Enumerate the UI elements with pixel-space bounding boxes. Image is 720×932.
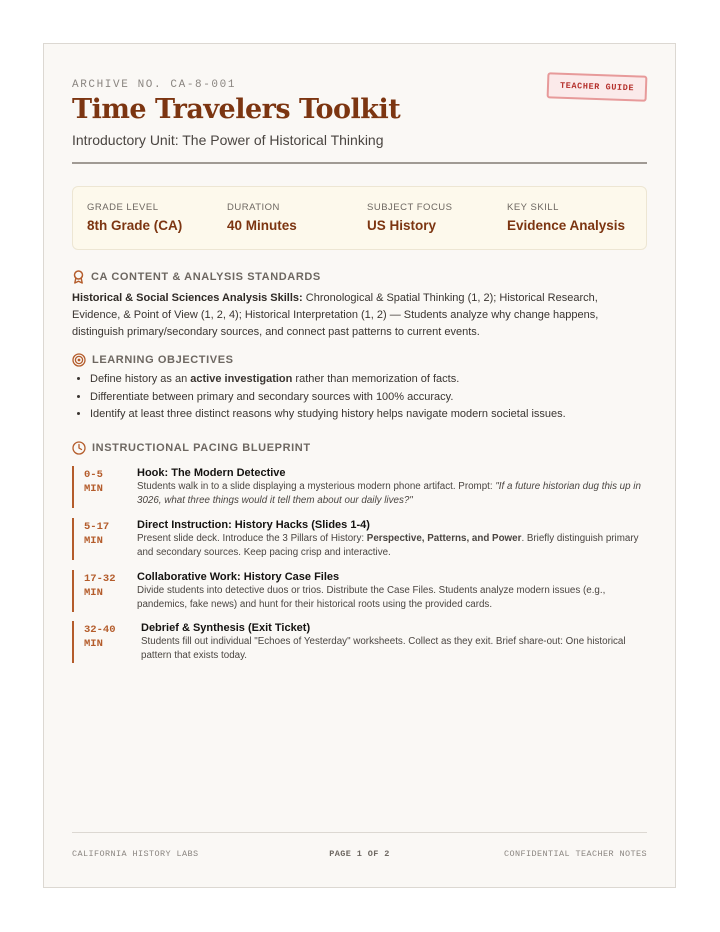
pacing-content [137,466,647,507]
desc-text: . Briefly distinguish primary and secondary sources. Keep pacing crisp and interactive. [137,533,639,558]
objective-text: Identify at least three distinct reasons why studying history helps navigate modern societal issues. [90,408,566,420]
target-icon [72,353,86,367]
desc-emphasis: Perspective, Patterns, and Power [366,533,522,544]
list-item [90,406,647,424]
standards-heading [72,270,321,284]
pacing-block [72,570,647,612]
time-range: 32-40 [84,624,116,636]
desc-text: Students walk in to a slide displaying a mysterious modern phone artifact. Prompt: [137,481,496,492]
meta-value: 8th Grade (CA) [87,218,183,233]
time-range: 17-32 [84,573,116,585]
meta-label: SUBJECT FOCUS [367,202,453,213]
pacing-description [137,480,647,507]
standards-lead: Historical & Social Sciences Analysis Skills: [72,292,303,304]
ribbon-award-icon [72,270,85,284]
page-subtitle: Introductory Unit: The Power of Historical Thinking [72,132,384,148]
pacing-time [84,520,109,548]
pacing-time [84,623,116,651]
pacing-content [137,518,647,559]
meta-label: KEY SKILL [507,202,559,213]
meta-label: GRADE LEVEL [87,202,159,213]
pacing-title: Direct Instruction: History Hacks (Slides 1-4) [137,519,370,531]
pacing-time [84,572,116,600]
list-item [90,389,647,407]
pacing-content [137,570,647,611]
pacing-title: Hook: The Modern Detective [137,467,286,479]
clock-icon [72,441,86,455]
pacing-content [141,621,647,662]
footer-divider [72,832,647,833]
meta-grade-level [87,202,182,233]
document-page [43,43,676,888]
objective-text: rather than memorization of facts. [292,373,460,385]
desc-prompt: "If a future historian dug this up in 3026, what three things would it tell them about our daily lives?" [137,481,641,506]
objective-text: Define history as an [90,373,191,385]
time-unit: MIN [84,483,103,495]
pacing-heading-label: INSTRUCTIONAL PACING BLUEPRINT [92,442,311,454]
header-divider [72,162,647,164]
meta-value: US History [367,218,437,233]
objective-emphasis: active investigation [190,373,293,385]
pacing-block [72,466,647,508]
time-range: 5-17 [84,521,110,533]
list-item [90,371,647,389]
pacing-description: Students fill out individual "Echoes of Yesterday" worksheets. Collect as they exit. Brief share-out: One historical pattern that exists today. [141,636,626,661]
page-title: Time Travelers Toolkit [72,94,401,125]
timeline-bar [72,570,74,612]
pacing-description: Divide students into detective duos or trios. Distribute the Case Files. Students analyze modern issues (e.g., pandemics, fake news) and hunt for their historical roots using the provided cards. [137,585,606,610]
time-range: 0-5 [84,469,103,481]
time-unit: MIN [84,535,103,547]
standards-body: Chronological & Spatial Thinking (1, 2); Historical Research, Evidence, & Point of View (1, 2, 4); Historical Interpretation (1, 2) — Students analyze why change happens, distinguish primary/secondary sources, and connect past patterns to current events. [72,292,599,338]
objective-text: Differentiate between primary and secondary sources with 100% accuracy. [90,390,454,403]
meta-duration [227,202,297,233]
desc-text: Present slide deck. Introduce the 3 Pillars of History: [137,533,367,544]
timeline-bar [72,621,74,663]
pacing-heading [72,441,311,455]
pacing-block [72,518,647,560]
pacing-description [137,532,647,559]
time-unit: MIN [84,587,103,599]
pacing-title: Debrief & Synthesis (Exit Ticket) [141,622,311,634]
meta-subject-focus [367,202,453,233]
pacing-time [84,468,103,496]
pacing-title: Collaborative Work: History Case Files [137,571,340,583]
meta-key-skill [507,202,625,233]
standards-heading-label: CA CONTENT & ANALYSIS STANDARDS [91,271,321,283]
meta-value: 40 Minutes [227,218,297,233]
time-unit: MIN [84,638,103,650]
objectives-heading-label: LEARNING OBJECTIVES [92,354,234,366]
footer-left: CALIFORNIA HISTORY LABS [72,849,199,859]
objectives-list [72,371,647,424]
timeline-bar [72,518,74,560]
meta-value: Evidence Analysis [507,218,626,233]
pacing-block [72,621,647,663]
meta-label: DURATION [227,202,280,213]
timeline-bar [72,466,74,508]
page-number: PAGE 1 OF 2 [329,849,390,859]
lesson-meta-panel [72,186,647,250]
footer-right: CONFIDENTIAL TEACHER NOTES [503,849,647,859]
objectives-heading [72,353,234,367]
teacher-guide-stamp: TEACHER GUIDE [546,72,647,101]
archive-number: ARCHIVE NO. CA-8-001 [72,79,237,91]
standards-text [72,290,647,341]
